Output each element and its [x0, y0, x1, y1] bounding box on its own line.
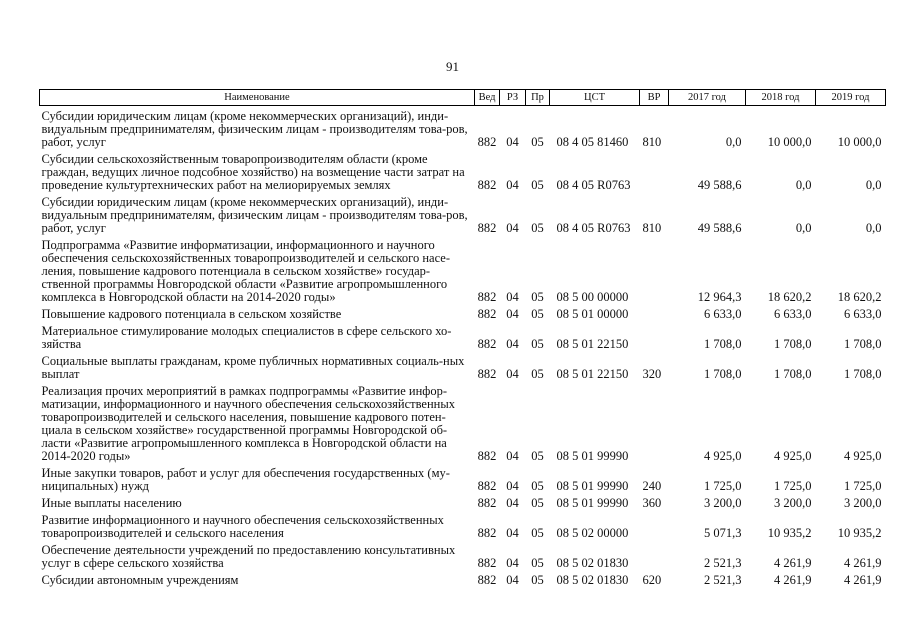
- row-2018: 0,0: [795, 221, 812, 235]
- row-vr: 810: [642, 221, 662, 235]
- row-2018: 4 261,9: [774, 556, 812, 570]
- row-2018: 4 925,0: [774, 449, 812, 463]
- row-2019: 3 200,0: [844, 496, 882, 510]
- row-cst: 08 5 01 22150: [556, 367, 629, 381]
- row-ved: 882: [477, 496, 497, 510]
- row-2019: 10 000,0: [837, 135, 882, 149]
- row-rz: 04: [506, 479, 519, 493]
- row-vr: [640, 149, 669, 192]
- row-2018: 6 633,0: [774, 307, 812, 321]
- row-2017: 3 200,0: [704, 496, 742, 510]
- row-2018: 0,0: [795, 178, 812, 192]
- header-2017: 2017 год: [669, 90, 746, 106]
- row-cst: 08 5 02 00000: [556, 526, 629, 540]
- row-2018: 3 200,0: [774, 496, 812, 510]
- row-pr: 05: [531, 526, 544, 540]
- row-vr: 810: [642, 135, 662, 149]
- row-vr: 360: [642, 496, 662, 510]
- row-2019: 18 620,2: [837, 290, 882, 304]
- row-pr: 05: [531, 178, 544, 192]
- table-row: [40, 235, 886, 304]
- row-cst: 08 4 05 R0763: [556, 178, 631, 192]
- row-cst: 08 4 05 R0763: [556, 221, 631, 235]
- row-2017: 1 725,0: [704, 479, 742, 493]
- row-name: Повышение кадрового потенциала в сельском хозяйстве: [41, 307, 342, 321]
- row-2018: 10 935,2: [767, 526, 812, 540]
- row-ved: 882: [477, 135, 497, 149]
- row-name: Субсидии сельскохозяйственным товаропроизводителям области (кроме граждан, ведущих личное подсобное хозяйство) на возмещение части затрат на проведение культуртехнических работ на мелиорируемых землях: [41, 152, 465, 192]
- table-row: [40, 304, 886, 321]
- table-row: [40, 351, 886, 381]
- row-2018: 18 620,2: [767, 290, 812, 304]
- row-2017: 1 708,0: [704, 367, 742, 381]
- row-pr: 05: [531, 556, 544, 570]
- row-pr: 05: [531, 290, 544, 304]
- row-pr: 05: [531, 479, 544, 493]
- row-vr: 620: [642, 573, 662, 587]
- row-2019: 0,0: [865, 221, 882, 235]
- table-row: [40, 463, 886, 493]
- row-vr: [640, 304, 669, 321]
- row-ved: 882: [477, 307, 497, 321]
- row-2017: 6 633,0: [704, 307, 742, 321]
- header-vr: ВР: [640, 90, 669, 106]
- row-pr: 05: [531, 367, 544, 381]
- row-2017: 49 588,6: [697, 221, 742, 235]
- row-cst: 08 5 02 01830: [556, 573, 629, 587]
- row-2019: 4 261,9: [844, 573, 882, 587]
- row-2017: 49 588,6: [697, 178, 742, 192]
- header-2018: 2018 год: [746, 90, 816, 106]
- row-ved: 882: [477, 290, 497, 304]
- row-cst: 08 5 01 99990: [556, 496, 629, 510]
- row-2019: 1 708,0: [844, 337, 882, 351]
- table-header-row: [40, 90, 886, 106]
- header-cst: ЦСТ: [550, 90, 640, 106]
- row-pr: 05: [531, 496, 544, 510]
- row-name: Обеспечение деятельности учреждений по предоставлению консультативных услуг в сфере сельского хозяйства: [41, 543, 456, 570]
- header-pr: Пр: [526, 90, 550, 106]
- row-2019: 1 708,0: [844, 367, 882, 381]
- header-ved: Вед: [475, 90, 500, 106]
- row-cst: 08 5 01 99990: [556, 449, 629, 463]
- row-vr: 240: [642, 479, 662, 493]
- row-ved: 882: [477, 526, 497, 540]
- header-rz: РЗ: [500, 90, 526, 106]
- row-name: Реализация прочих мероприятий в рамках подпрограммы «Развитие инфор-матизации, информационного и научного обеспечения сельскохозяйственных товаропроизводителей и сельского населения, повышение кадрового потен-циала в сельском хозяйстве» государственной программы Новгородской об-ласти «Развитие агропромышленного комплекса в Новгородской области на 2014-2020 годы»: [41, 384, 455, 463]
- budget-table: [39, 89, 886, 587]
- row-pr: 05: [531, 449, 544, 463]
- row-rz: 04: [506, 307, 519, 321]
- row-cst: 08 4 05 81460: [556, 135, 629, 149]
- row-rz: 04: [506, 496, 519, 510]
- row-cst: 08 5 02 01830: [556, 556, 629, 570]
- row-2019: 4 261,9: [844, 556, 882, 570]
- table-row: [40, 381, 886, 463]
- table-row: [40, 192, 886, 235]
- page-number: 91: [446, 59, 459, 74]
- row-ved: 882: [477, 337, 497, 351]
- row-ved: 882: [477, 221, 497, 235]
- row-rz: 04: [506, 337, 519, 351]
- row-2019: 4 925,0: [844, 449, 882, 463]
- table-row: [40, 540, 886, 570]
- row-2018: 10 000,0: [767, 135, 812, 149]
- row-rz: 04: [506, 221, 519, 235]
- row-rz: 04: [506, 526, 519, 540]
- row-2017: 2 521,3: [704, 573, 742, 587]
- row-name: Субсидии автономным учреждениям: [41, 573, 239, 587]
- row-2019: 1 725,0: [844, 479, 882, 493]
- header-2019: 2019 год: [816, 90, 886, 106]
- table-row: [40, 510, 886, 540]
- row-cst: 08 5 01 22150: [556, 337, 629, 351]
- row-name: Иные выплаты населению: [41, 496, 182, 510]
- row-vr: [640, 540, 669, 570]
- row-rz: 04: [506, 367, 519, 381]
- row-pr: 05: [531, 337, 544, 351]
- row-name: Субсидии юридическим лицам (кроме некоммерческих организаций), инди-видуальным предпринимателям, физическим лицам - производителям това-ров, работ, услуг: [41, 195, 468, 235]
- row-pr: 05: [531, 221, 544, 235]
- row-ved: 882: [477, 573, 497, 587]
- table-row: [40, 106, 886, 150]
- table-row: [40, 493, 886, 510]
- row-ved: 882: [477, 367, 497, 381]
- row-name: Подпрограмма «Развитие информатизации, информационного и научного обеспечения сельскохозяйственных товаропроизводителей и сельского насе-ления, повышение кадрового потенциала в сельском хозяйстве» государ-ственной программы Новгородской области «Развитие агропромышленного комплекса в Новгородской области на 2014-2020 годы»: [41, 238, 451, 304]
- row-rz: 04: [506, 573, 519, 587]
- row-vr: 320: [642, 367, 662, 381]
- row-rz: 04: [506, 178, 519, 192]
- row-vr: [640, 381, 669, 463]
- row-2018: 1 725,0: [774, 479, 812, 493]
- row-2019: 6 633,0: [844, 307, 882, 321]
- row-2019: 0,0: [865, 178, 882, 192]
- row-2018: 1 708,0: [774, 367, 812, 381]
- row-2017: 12 964,3: [697, 290, 742, 304]
- row-cst: 08 5 01 00000: [556, 307, 629, 321]
- row-2017: 4 925,0: [704, 449, 742, 463]
- table-row: [40, 570, 886, 587]
- row-rz: 04: [506, 290, 519, 304]
- row-2018: 1 708,0: [774, 337, 812, 351]
- table-row: [40, 321, 886, 351]
- row-2019: 10 935,2: [837, 526, 882, 540]
- row-pr: 05: [531, 573, 544, 587]
- row-2017: 1 708,0: [704, 337, 742, 351]
- row-name: Субсидии юридическим лицам (кроме некоммерческих организаций), инди-видуальным предпринимателям, физическим лицам - производителям това-ров, работ, услуг: [41, 109, 468, 149]
- row-ved: 882: [477, 178, 497, 192]
- row-2017: 5 071,3: [704, 526, 742, 540]
- row-ved: 882: [477, 479, 497, 493]
- row-vr: [640, 321, 669, 351]
- row-rz: 04: [506, 556, 519, 570]
- row-rz: 04: [506, 135, 519, 149]
- row-rz: 04: [506, 449, 519, 463]
- header-name: Наименование: [40, 90, 475, 106]
- row-name: Материальное стимулирование молодых специалистов в сфере сельского хо-зяйства: [41, 324, 452, 351]
- row-name: Иные закупки товаров, работ и услуг для обеспечения государственных (му-ниципальных) нужд: [41, 466, 450, 493]
- row-2017: 2 521,3: [704, 556, 742, 570]
- row-ved: 882: [477, 449, 497, 463]
- row-pr: 05: [531, 135, 544, 149]
- row-ved: 882: [477, 556, 497, 570]
- table-row: [40, 149, 886, 192]
- row-cst: 08 5 00 00000: [556, 290, 629, 304]
- row-name: Развитие информационного и научного обеспечения сельскохозяйственных товаропроизводителей и сельского населения: [41, 513, 444, 540]
- row-cst: 08 5 01 99990: [556, 479, 629, 493]
- row-vr: [640, 235, 669, 304]
- row-vr: [640, 510, 669, 540]
- row-name: Социальные выплаты гражданам, кроме публичных нормативных социаль-ных выплат: [41, 354, 465, 381]
- row-pr: 05: [531, 307, 544, 321]
- row-2018: 4 261,9: [774, 573, 812, 587]
- row-2017: 0,0: [725, 135, 742, 149]
